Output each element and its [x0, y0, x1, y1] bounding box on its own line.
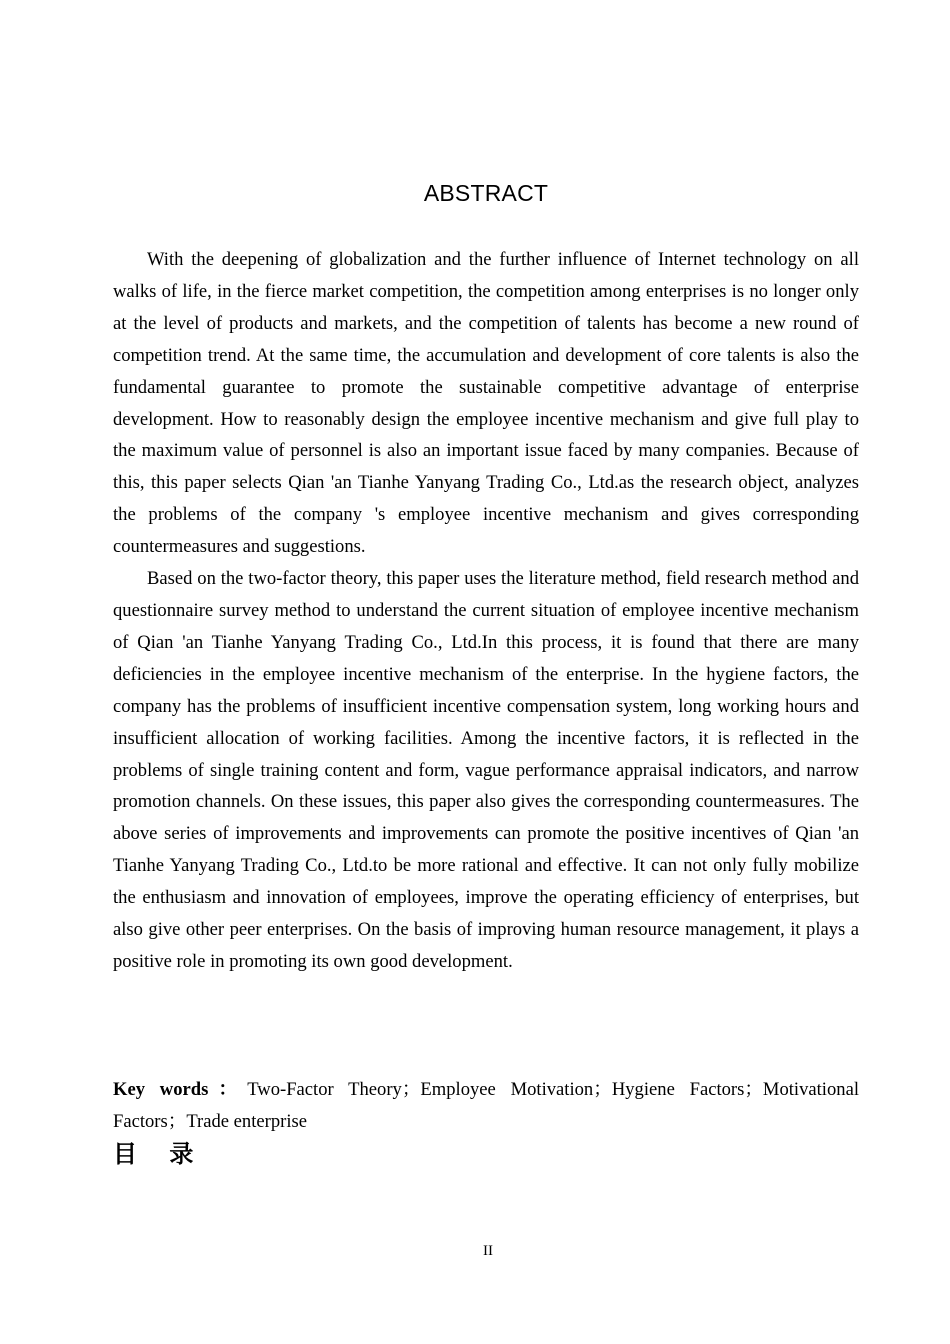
page-number: II [483, 1243, 493, 1259]
abstract-title: ABSTRACT [423, 180, 549, 206]
keywords-label: Key words： [113, 1079, 248, 1100]
abstract-body [113, 244, 859, 978]
keywords-line [113, 1074, 859, 1138]
abstract-paragraph-2: Based on the two-factor theory, this paper uses the literature method, field research method and questionnaire survey method to understand the current situation of employee incentive mechanism of Qian 'an Tianhe Yanyang Trading Co., Ltd.In this process, it is found that there are many deficiencies in the employee incentive mechanism of the enterprise. In the hygiene factors, the company has the problems of insufficient incentive compensation system, long working hours and insufficient allocation of working facilities. Among the incentive factors, it is reflected in the problems of single training content and form, vague performance appraisal indicators, and narrow promotion channels. On these issues, this paper also gives the corresponding countermeasures. The above series of improvements and improvements can promote the positive incentives of Qian 'an Tianhe Yanyang Trading Co., Ltd.to be more rational and effective. It can not only fully mobilize the enthusiasm and innovation of employees, improve the operating efficiency of enterprises, but also give other peer enterprises. On the basis of improving human resource management, it plays a positive role in promoting its own good development. [113, 568, 859, 972]
toc-heading: 目 录 [113, 1140, 194, 1168]
keywords-text: Two-Factor Theory；Employee Motivation；Hygiene Factors；Motivational Factors；Trade enterprise [113, 1079, 859, 1132]
abstract-paragraph-1: With the deepening of globalization and the further influence of Internet technology on all walks of life, in the fierce market competition, the competition among enterprises is no longer only at the level of products and markets, and the competition of talents has become a new round of competition trend. At the same time, the accumulation and development of core talents is also the fundamental guarantee to promote the sustainable competitive advantage of enterprise development. How to reasonably design the employee incentive mechanism and give full play to the maximum value of personnel is also an important issue faced by many companies. Because of this, this paper selects Qian 'an Tianhe Yanyang Trading Co., Ltd.as the research object, analyzes the problems of the company 's employee incentive mechanism and gives corresponding countermeasures and suggestions. [113, 249, 859, 558]
